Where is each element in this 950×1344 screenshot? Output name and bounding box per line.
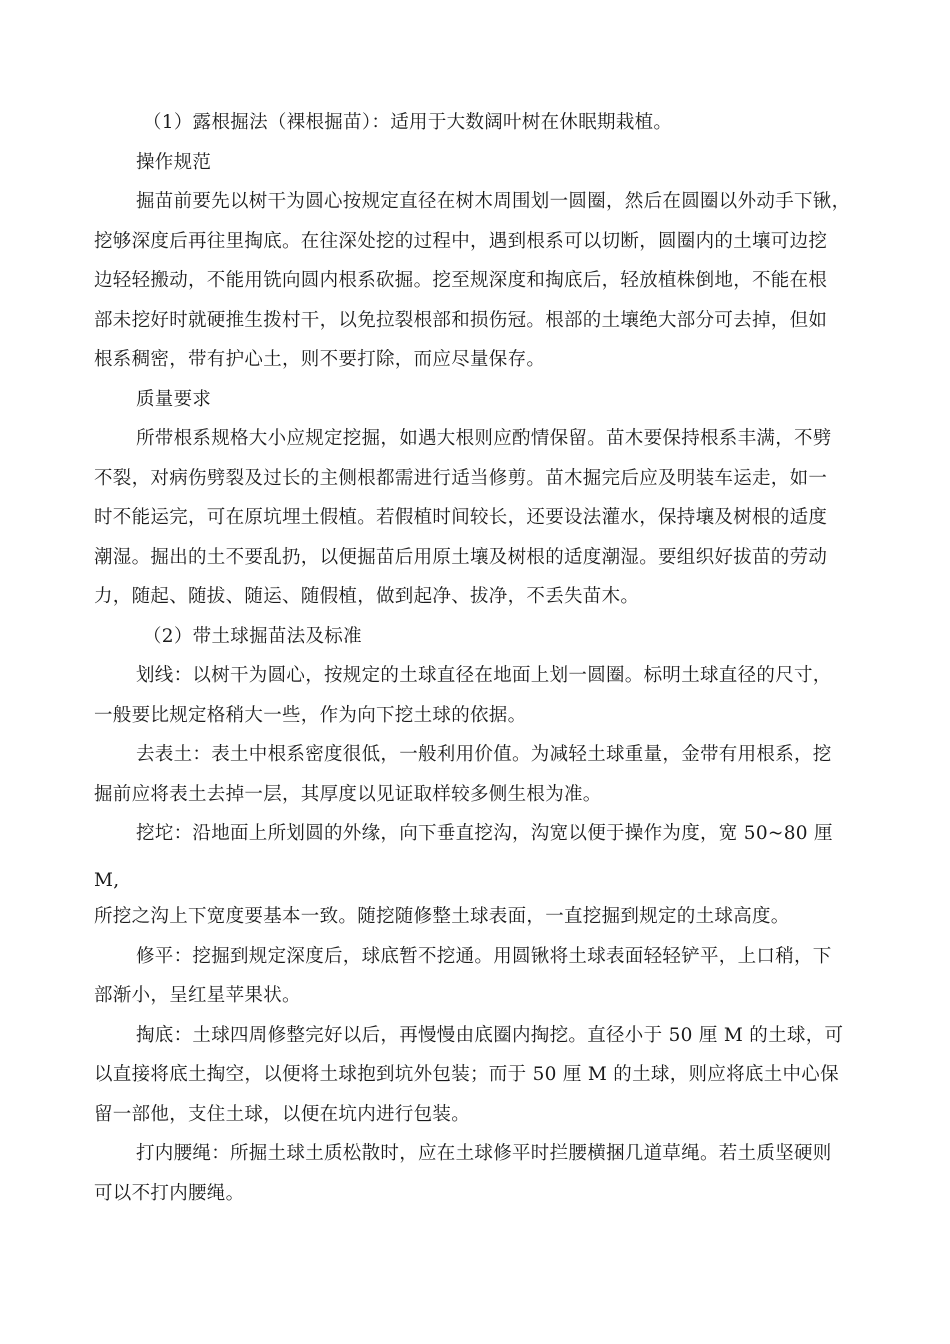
heading-soil-ball-method: （2）带土球掘苗法及标准 [143,626,362,647]
paragraph-line: 不裂，对病伤劈裂及过长的主侧根都需进行适当修剪。苗木掘完后应及明装车运走，如一 [94,468,828,489]
paragraph-line: 可以不打内腰绳。 [94,1183,245,1204]
heading-bare-root-method: （1）露根掘法（裸根掘苗）：适用于大数阔叶树在休眠期栽植。 [143,112,673,133]
paragraph-line: 留一部他，支住土球，以便在坑内进行包装。 [94,1104,471,1125]
paragraph-line: 打内腰绳：所掘土球土质松散时，应在土球修平时拦腰横捆几道草绳。若土质坚硬则 [136,1143,832,1164]
subheading-operation-spec: 操作规范 [136,152,212,173]
paragraph-line: 掏底：土球四周修整完好以后，再慢慢由底圈内掏挖。直径小于 50 厘 M 的土球，可 [136,1025,844,1046]
paragraph-line: 去表土：表土中根系密度很低，一般利用价值。为减轻土球重量，金带有用根系，挖 [136,744,832,765]
paragraph-line: 挖坨：沿地面上所划圆的外缘，向下垂直挖沟，沟宽以便于操作为度，宽 50~80 厘 [136,823,833,844]
paragraph-line: 划线：以树干为圆心，按规定的土球直径在地面上划一圆圈。标明土球直径的尺寸， [136,665,832,686]
paragraph-line: 力，随起、随拔、随运、随假植，做到起净、拔净，不丢失苗木。 [94,586,640,607]
paragraph-line: 掘苗前要先以树干为圆心按规定直径在树木周围划一圆圈，然后在圆圈以外动手下锹， [136,191,851,212]
paragraph-line: 挖够深度后再往里掏底。在往深处挖的过程中，遇到根系可以切断，圆圈内的土壤可边挖 [94,231,828,252]
paragraph-line: 所挖之沟上下宽度要基本一致。随挖随修整土球表面，一直挖掘到规定的土球高度。 [94,906,790,927]
paragraph-line: 修平：挖掘到规定深度后，球底暂不挖通。用圆锹将土球表面轻轻铲平，上口稍，下 [136,946,832,967]
paragraph-line: 部未挖好时就硬推生拨村干，以免拉裂根部和损伤冠。根部的土壤绝大部分可去掉，但如 [94,310,828,331]
subheading-quality-requirements: 质量要求 [136,389,212,410]
paragraph-line: 潮湿。掘出的土不要乱扔，以便掘苗后用原土壤及树根的适度潮湿。要组织好拔苗的劳动 [94,547,828,568]
paragraph-line: 部渐小，呈红星苹果状。 [94,985,301,1006]
paragraph-line: 所带根系规格大小应规定挖掘，如遇大根则应酌情保留。苗木要保持根系丰满，不劈 [136,428,832,449]
paragraph-line: 以直接将底土掏空，以便将土球抱到坑外包装；而于 50 厘 M 的土球，则应将底土中心保 [94,1064,839,1085]
paragraph-line: 时不能运完，可在原坑埋土假植。若假植时间较长，还要设法灌水，保持壤及树根的适度 [94,507,828,528]
paragraph-line: 根系稠密，带有护心土，则不要打除，而应尽量保存。 [94,349,546,370]
paragraph-line: 一般要比规定格稍大一些，作为向下挖土球的依据。 [94,705,527,726]
paragraph-line: M, [94,870,120,891]
paragraph-line: 边轻轻搬动，不能用铣向圆内根系砍掘。挖至规深度和掏底后，轻放植株倒地，不能在根 [94,270,828,291]
paragraph-line: 掘前应将表土去掉一层，其厚度以见证取样较多侧生根为准。 [94,784,602,805]
